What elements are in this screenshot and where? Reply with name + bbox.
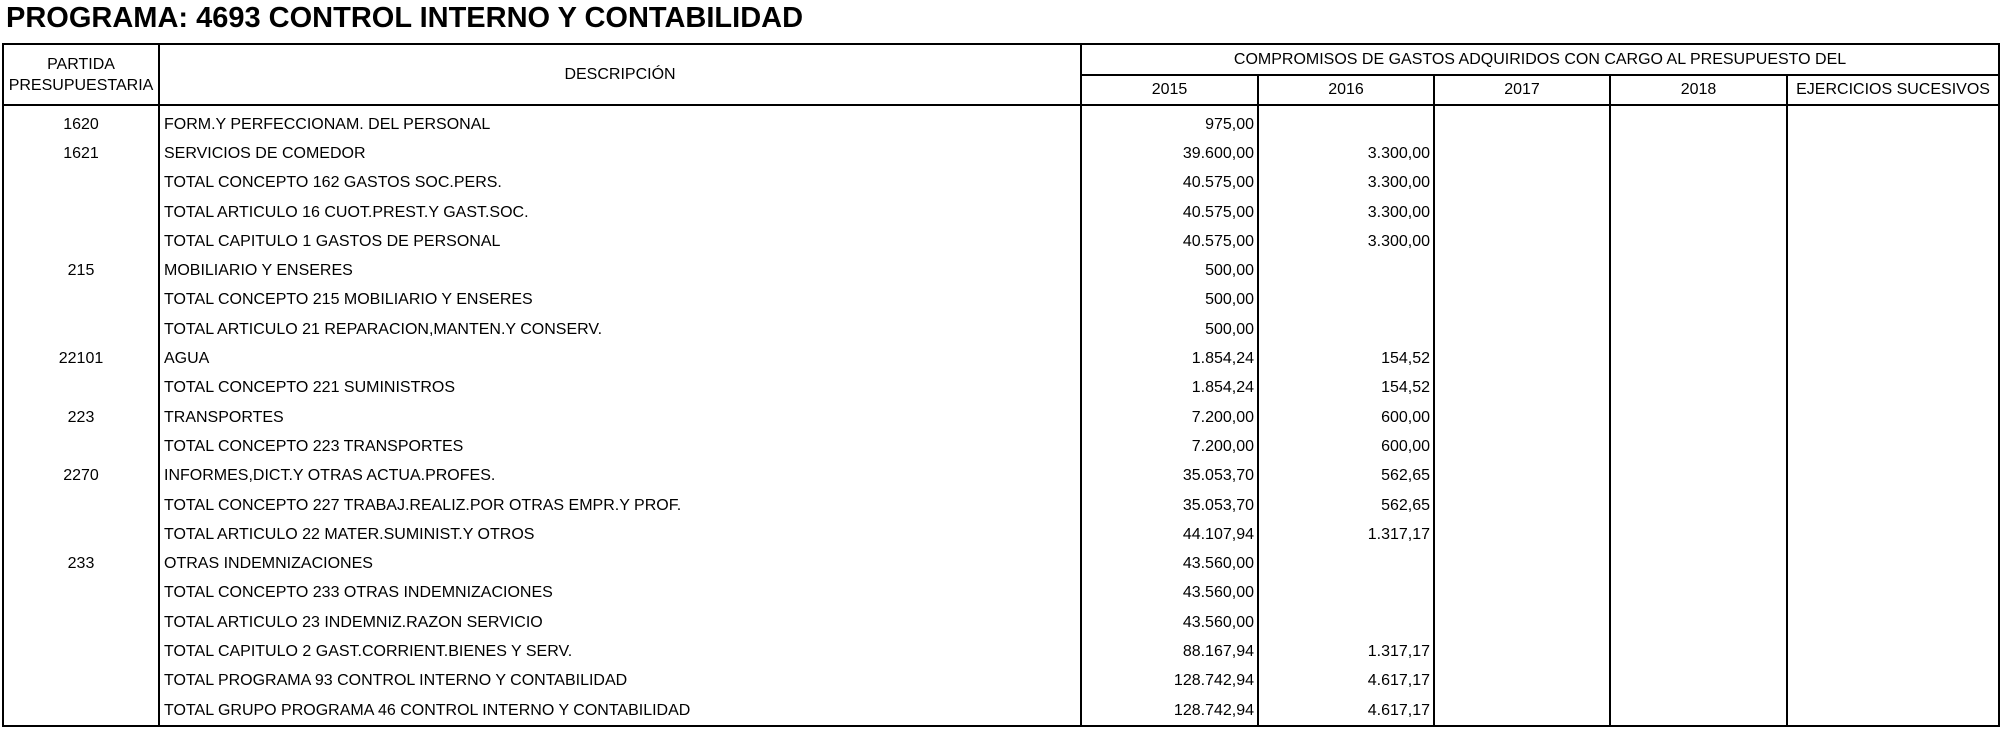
value-2017-cell bbox=[1434, 667, 1610, 696]
partida-cell: 22101 bbox=[3, 344, 159, 373]
value-2016-cell: 600,00 bbox=[1258, 403, 1434, 432]
value-sucesivos-cell bbox=[1787, 462, 1999, 491]
partida-cell bbox=[3, 315, 159, 344]
value-2015-cell: 88.167,94 bbox=[1081, 637, 1258, 666]
value-2016-cell bbox=[1258, 608, 1434, 637]
value-2015-cell: 7.200,00 bbox=[1081, 403, 1258, 432]
value-2016-cell: 1.317,17 bbox=[1258, 637, 1434, 666]
partida-cell: 233 bbox=[3, 549, 159, 578]
descripcion-cell: TRANSPORTES bbox=[159, 403, 1081, 432]
value-2016-cell bbox=[1258, 579, 1434, 608]
table-row bbox=[3, 315, 1999, 344]
value-2016-cell: 1.317,17 bbox=[1258, 520, 1434, 549]
value-2018-cell bbox=[1610, 579, 1787, 608]
value-2016-cell bbox=[1258, 286, 1434, 315]
value-2015-cell: 128.742,94 bbox=[1081, 696, 1258, 726]
table-row bbox=[3, 169, 1999, 198]
header-ejercicios-sucesivos: EJERCICIOS SUCESIVOS bbox=[1787, 75, 1999, 105]
value-2017-cell bbox=[1434, 169, 1610, 198]
value-2016-cell: 3.300,00 bbox=[1258, 198, 1434, 227]
table-row bbox=[3, 139, 1999, 168]
value-2017-cell bbox=[1434, 139, 1610, 168]
value-2018-cell bbox=[1610, 432, 1787, 461]
value-2017-cell bbox=[1434, 374, 1610, 403]
descripcion-cell: TOTAL GRUPO PROGRAMA 46 CONTROL INTERNO Y CONTABILIDAD bbox=[159, 696, 1081, 726]
header-partida-line2: PRESUPUESTARIA bbox=[8, 76, 154, 94]
value-2018-cell bbox=[1610, 198, 1787, 227]
budget-table bbox=[2, 43, 2000, 727]
value-2015-cell: 43.560,00 bbox=[1081, 579, 1258, 608]
table-row bbox=[3, 256, 1999, 285]
value-2016-cell: 4.617,17 bbox=[1258, 667, 1434, 696]
table-row bbox=[3, 608, 1999, 637]
value-2015-cell: 1.854,24 bbox=[1081, 344, 1258, 373]
value-2018-cell bbox=[1610, 344, 1787, 373]
partida-cell bbox=[3, 696, 159, 726]
table-row bbox=[3, 696, 1999, 726]
partida-cell bbox=[3, 227, 159, 256]
table-row bbox=[3, 579, 1999, 608]
table-row bbox=[3, 491, 1999, 520]
value-2018-cell bbox=[1610, 105, 1787, 139]
value-2017-cell bbox=[1434, 520, 1610, 549]
value-2018-cell bbox=[1610, 169, 1787, 198]
value-2015-cell: 500,00 bbox=[1081, 286, 1258, 315]
header-year-2018: 2018 bbox=[1610, 75, 1787, 105]
partida-cell: 1620 bbox=[3, 105, 159, 139]
partida-cell bbox=[3, 667, 159, 696]
descripcion-cell: TOTAL CONCEPTO 162 GASTOS SOC.PERS. bbox=[159, 169, 1081, 198]
value-2015-cell: 500,00 bbox=[1081, 256, 1258, 285]
value-sucesivos-cell bbox=[1787, 491, 1999, 520]
value-2015-cell: 43.560,00 bbox=[1081, 608, 1258, 637]
value-2018-cell bbox=[1610, 462, 1787, 491]
header-row-top bbox=[3, 44, 1999, 75]
value-2016-cell: 562,65 bbox=[1258, 462, 1434, 491]
partida-cell: 2270 bbox=[3, 462, 159, 491]
descripcion-cell: INFORMES,DICT.Y OTRAS ACTUA.PROFES. bbox=[159, 462, 1081, 491]
descripcion-cell: TOTAL CONCEPTO 221 SUMINISTROS bbox=[159, 374, 1081, 403]
value-2018-cell bbox=[1610, 403, 1787, 432]
value-2017-cell bbox=[1434, 256, 1610, 285]
partida-cell bbox=[3, 374, 159, 403]
value-2015-cell: 1.854,24 bbox=[1081, 374, 1258, 403]
value-sucesivos-cell bbox=[1787, 286, 1999, 315]
value-sucesivos-cell bbox=[1787, 198, 1999, 227]
value-2015-cell: 40.575,00 bbox=[1081, 169, 1258, 198]
partida-cell bbox=[3, 198, 159, 227]
value-2015-cell: 44.107,94 bbox=[1081, 520, 1258, 549]
value-2018-cell bbox=[1610, 256, 1787, 285]
header-partida bbox=[3, 44, 159, 105]
value-2017-cell bbox=[1434, 227, 1610, 256]
descripcion-cell: MOBILIARIO Y ENSERES bbox=[159, 256, 1081, 285]
value-sucesivos-cell bbox=[1787, 256, 1999, 285]
value-2017-cell bbox=[1434, 696, 1610, 726]
partida-cell bbox=[3, 286, 159, 315]
value-2016-cell bbox=[1258, 315, 1434, 344]
value-2015-cell: 40.575,00 bbox=[1081, 198, 1258, 227]
value-2016-cell: 600,00 bbox=[1258, 432, 1434, 461]
descripcion-cell: TOTAL CAPITULO 2 GAST.CORRIENT.BIENES Y SERV. bbox=[159, 637, 1081, 666]
descripcion-cell: AGUA bbox=[159, 344, 1081, 373]
value-sucesivos-cell bbox=[1787, 315, 1999, 344]
descripcion-cell: TOTAL ARTICULO 16 CUOT.PREST.Y GAST.SOC. bbox=[159, 198, 1081, 227]
value-2017-cell bbox=[1434, 549, 1610, 578]
value-2017-cell bbox=[1434, 403, 1610, 432]
value-2015-cell: 40.575,00 bbox=[1081, 227, 1258, 256]
value-2018-cell bbox=[1610, 608, 1787, 637]
value-2016-cell: 3.300,00 bbox=[1258, 169, 1434, 198]
header-descripcion: DESCRIPCIÓN bbox=[159, 44, 1081, 105]
value-sucesivos-cell bbox=[1787, 432, 1999, 461]
value-sucesivos-cell bbox=[1787, 227, 1999, 256]
partida-cell: 223 bbox=[3, 403, 159, 432]
value-2015-cell: 39.600,00 bbox=[1081, 139, 1258, 168]
value-2016-cell bbox=[1258, 105, 1434, 139]
header-year-2017: 2017 bbox=[1434, 75, 1610, 105]
value-2018-cell bbox=[1610, 286, 1787, 315]
partida-cell: 1621 bbox=[3, 139, 159, 168]
descripcion-cell: TOTAL ARTICULO 22 MATER.SUMINIST.Y OTROS bbox=[159, 520, 1081, 549]
page-title: PROGRAMA: 4693 CONTROL INTERNO Y CONTABILIDAD bbox=[6, 2, 804, 34]
table-row bbox=[3, 432, 1999, 461]
value-2015-cell: 500,00 bbox=[1081, 315, 1258, 344]
header-year-2015: 2015 bbox=[1081, 75, 1258, 105]
partida-cell: 215 bbox=[3, 256, 159, 285]
value-sucesivos-cell bbox=[1787, 667, 1999, 696]
value-2018-cell bbox=[1610, 520, 1787, 549]
value-2016-cell: 154,52 bbox=[1258, 344, 1434, 373]
descripcion-cell: TOTAL PROGRAMA 93 CONTROL INTERNO Y CONTABILIDAD bbox=[159, 667, 1081, 696]
partida-cell bbox=[3, 520, 159, 549]
partida-cell bbox=[3, 637, 159, 666]
table-row bbox=[3, 374, 1999, 403]
descripcion-cell: OTRAS INDEMNIZACIONES bbox=[159, 549, 1081, 578]
descripcion-cell: TOTAL CONCEPTO 233 OTRAS INDEMNIZACIONES bbox=[159, 579, 1081, 608]
value-2015-cell: 35.053,70 bbox=[1081, 491, 1258, 520]
table-row bbox=[3, 286, 1999, 315]
partida-cell bbox=[3, 491, 159, 520]
value-2015-cell: 128.742,94 bbox=[1081, 667, 1258, 696]
value-sucesivos-cell bbox=[1787, 637, 1999, 666]
value-sucesivos-cell bbox=[1787, 579, 1999, 608]
value-2018-cell bbox=[1610, 667, 1787, 696]
value-2018-cell bbox=[1610, 696, 1787, 726]
value-2016-cell: 4.617,17 bbox=[1258, 696, 1434, 726]
descripcion-cell: TOTAL ARTICULO 21 REPARACION,MANTEN.Y CONSERV. bbox=[159, 315, 1081, 344]
table-row bbox=[3, 344, 1999, 373]
value-2017-cell bbox=[1434, 608, 1610, 637]
value-2016-cell: 154,52 bbox=[1258, 374, 1434, 403]
value-2018-cell bbox=[1610, 549, 1787, 578]
value-sucesivos-cell bbox=[1787, 344, 1999, 373]
value-2018-cell bbox=[1610, 637, 1787, 666]
table-row bbox=[3, 549, 1999, 578]
value-sucesivos-cell bbox=[1787, 374, 1999, 403]
descripcion-cell: TOTAL CONCEPTO 223 TRANSPORTES bbox=[159, 432, 1081, 461]
table-body bbox=[3, 105, 1999, 726]
table-row bbox=[3, 227, 1999, 256]
table-row bbox=[3, 403, 1999, 432]
value-2018-cell bbox=[1610, 227, 1787, 256]
value-2017-cell bbox=[1434, 315, 1610, 344]
value-2018-cell bbox=[1610, 374, 1787, 403]
value-sucesivos-cell bbox=[1787, 549, 1999, 578]
value-sucesivos-cell bbox=[1787, 105, 1999, 139]
value-sucesivos-cell bbox=[1787, 169, 1999, 198]
table-row bbox=[3, 198, 1999, 227]
value-2018-cell bbox=[1610, 315, 1787, 344]
value-sucesivos-cell bbox=[1787, 403, 1999, 432]
value-2015-cell: 35.053,70 bbox=[1081, 462, 1258, 491]
value-2017-cell bbox=[1434, 432, 1610, 461]
table-row bbox=[3, 637, 1999, 666]
partida-cell bbox=[3, 579, 159, 608]
table-row bbox=[3, 667, 1999, 696]
value-sucesivos-cell bbox=[1787, 608, 1999, 637]
value-sucesivos-cell bbox=[1787, 139, 1999, 168]
value-2018-cell bbox=[1610, 491, 1787, 520]
descripcion-cell: FORM.Y PERFECCIONAM. DEL PERSONAL bbox=[159, 105, 1081, 139]
header-compromisos: COMPROMISOS DE GASTOS ADQUIRIDOS CON CARGO AL PRESUPUESTO DEL bbox=[1081, 44, 1999, 75]
table-row bbox=[3, 462, 1999, 491]
value-2017-cell bbox=[1434, 198, 1610, 227]
descripcion-cell: TOTAL CONCEPTO 215 MOBILIARIO Y ENSERES bbox=[159, 286, 1081, 315]
descripcion-cell: TOTAL CONCEPTO 227 TRABAJ.REALIZ.POR OTRAS EMPR.Y PROF. bbox=[159, 491, 1081, 520]
descripcion-cell: TOTAL CAPITULO 1 GASTOS DE PERSONAL bbox=[159, 227, 1081, 256]
descripcion-cell: TOTAL ARTICULO 23 INDEMNIZ.RAZON SERVICIO bbox=[159, 608, 1081, 637]
value-2018-cell bbox=[1610, 139, 1787, 168]
value-sucesivos-cell bbox=[1787, 520, 1999, 549]
partida-cell bbox=[3, 608, 159, 637]
value-2015-cell: 7.200,00 bbox=[1081, 432, 1258, 461]
value-2017-cell bbox=[1434, 105, 1610, 139]
table-row bbox=[3, 105, 1999, 139]
value-2016-cell: 562,65 bbox=[1258, 491, 1434, 520]
value-2016-cell bbox=[1258, 549, 1434, 578]
value-2015-cell: 43.560,00 bbox=[1081, 549, 1258, 578]
value-sucesivos-cell bbox=[1787, 696, 1999, 726]
value-2016-cell: 3.300,00 bbox=[1258, 227, 1434, 256]
value-2017-cell bbox=[1434, 491, 1610, 520]
value-2016-cell bbox=[1258, 256, 1434, 285]
descripcion-cell: SERVICIOS DE COMEDOR bbox=[159, 139, 1081, 168]
value-2015-cell: 975,00 bbox=[1081, 105, 1258, 139]
partida-cell bbox=[3, 432, 159, 461]
partida-cell bbox=[3, 169, 159, 198]
value-2017-cell bbox=[1434, 286, 1610, 315]
table-row bbox=[3, 520, 1999, 549]
value-2016-cell: 3.300,00 bbox=[1258, 139, 1434, 168]
value-2017-cell bbox=[1434, 462, 1610, 491]
header-partida-line1: PARTIDA bbox=[47, 55, 115, 73]
value-2017-cell bbox=[1434, 579, 1610, 608]
value-2017-cell bbox=[1434, 637, 1610, 666]
value-2017-cell bbox=[1434, 344, 1610, 373]
header-year-2016: 2016 bbox=[1258, 75, 1434, 105]
